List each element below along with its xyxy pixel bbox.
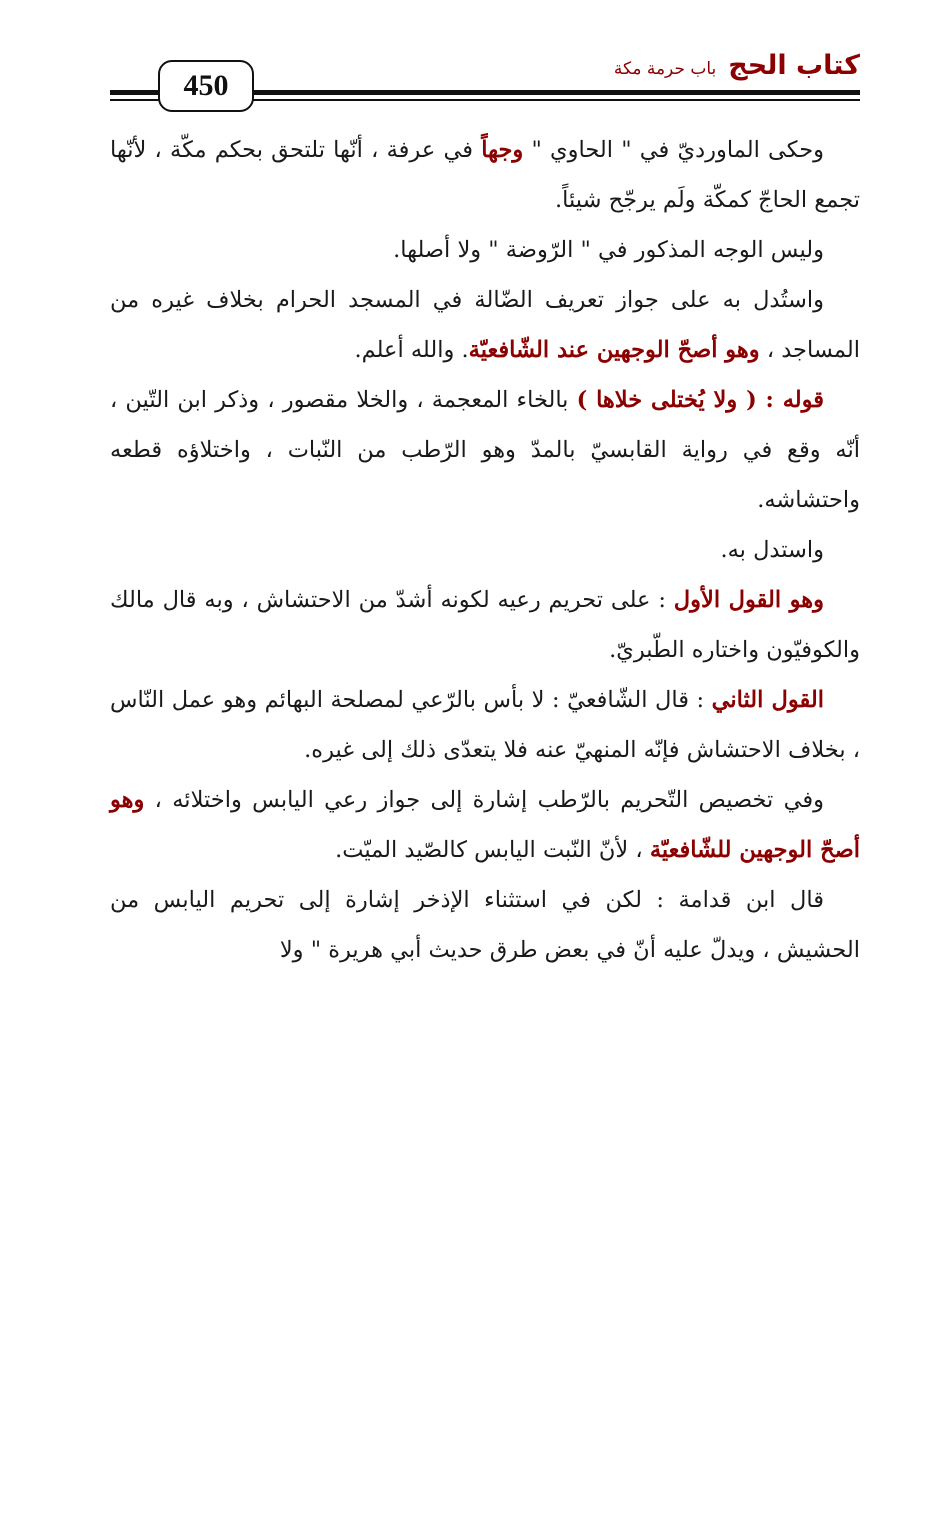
paragraph	[110, 875, 860, 975]
page-header	[110, 52, 860, 122]
body-text: في عرفة ، أنّها تلتحق بحكم مكّة ، لأنّها تجمع الحاجّ كمكّة ولَم يرجّح شيئاً.	[110, 137, 860, 213]
body-text: وحكى الماورديّ في " الحاوي "	[523, 137, 824, 163]
body-text: واستدل به.	[720, 537, 824, 563]
paragraph	[110, 125, 860, 225]
highlighted-text: القول الثاني	[711, 687, 825, 713]
body-text: ، لأنّ النّبت اليابس كالصّيد الميّت.	[335, 837, 650, 863]
body-text: : على تحريم رعيه لكونه أشدّ من الاحتشاش ، وبه قال مالك والكوفيّون واختاره الطّبريّ.	[110, 587, 860, 663]
body-text: بالخاء المعجمة ، والخلا مقصور ، وذكر ابن التّين ، أنّه وقع في رواية القابسيّ بالمدّ وهو الرّطب من النّبات ، واختلاؤه قطعه واحتشاشه.	[110, 387, 860, 513]
paragraph	[110, 575, 860, 675]
page-body	[110, 125, 860, 975]
page-number: 450	[158, 60, 254, 112]
paragraph	[110, 775, 860, 875]
paragraph	[110, 675, 860, 775]
body-text: : قال الشّافعيّ : لا بأس بالرّعي لمصلحة البهائم وهو عمل النّاس ، بخلاف الاحتشاش فإنّه المنهيّ عنه فلا يتعدّى ذلك إلى غيره.	[110, 687, 860, 763]
paragraph	[110, 225, 860, 275]
body-text: وفي تخصيص التّحريم بالرّطب إشارة إلى جواز رعي اليابس واختلائه ،	[144, 787, 824, 813]
book-title: كتاب الحج	[728, 50, 860, 81]
body-text: قال ابن قدامة : لكن في استثناء الإذخر إشارة إلى تحريم اليابس من الحشيش ، ويدلّ عليه أنّ في بعض طرق حديث أبي هريرة " ولا	[110, 887, 860, 963]
body-text: وليس الوجه المذكور في " الرّوضة " ولا أصلها.	[393, 237, 824, 263]
highlighted-text: وهو القول الأول	[673, 587, 824, 613]
paragraph	[110, 375, 860, 525]
paragraph	[110, 275, 860, 375]
chapter-title: باب حرمة مكة	[613, 59, 717, 79]
highlighted-text: قوله : ( ولا يُختلى خلاها )	[576, 387, 824, 413]
running-head	[614, 50, 860, 81]
highlighted-text: وجهاً	[481, 137, 524, 163]
body-text: واستُدل به على جواز تعريف الضّالة في المسجد الحرام بخلاف غيره من المساجد ،	[110, 287, 860, 363]
highlighted-text: وهو أصحّ الوجهين عند الشّافعيّة	[468, 337, 760, 363]
body-text: . والله أعلم.	[354, 337, 469, 363]
highlighted-text: وهو أصحّ الوجهين للشّافعيّة	[110, 787, 860, 863]
paragraph	[110, 525, 860, 575]
